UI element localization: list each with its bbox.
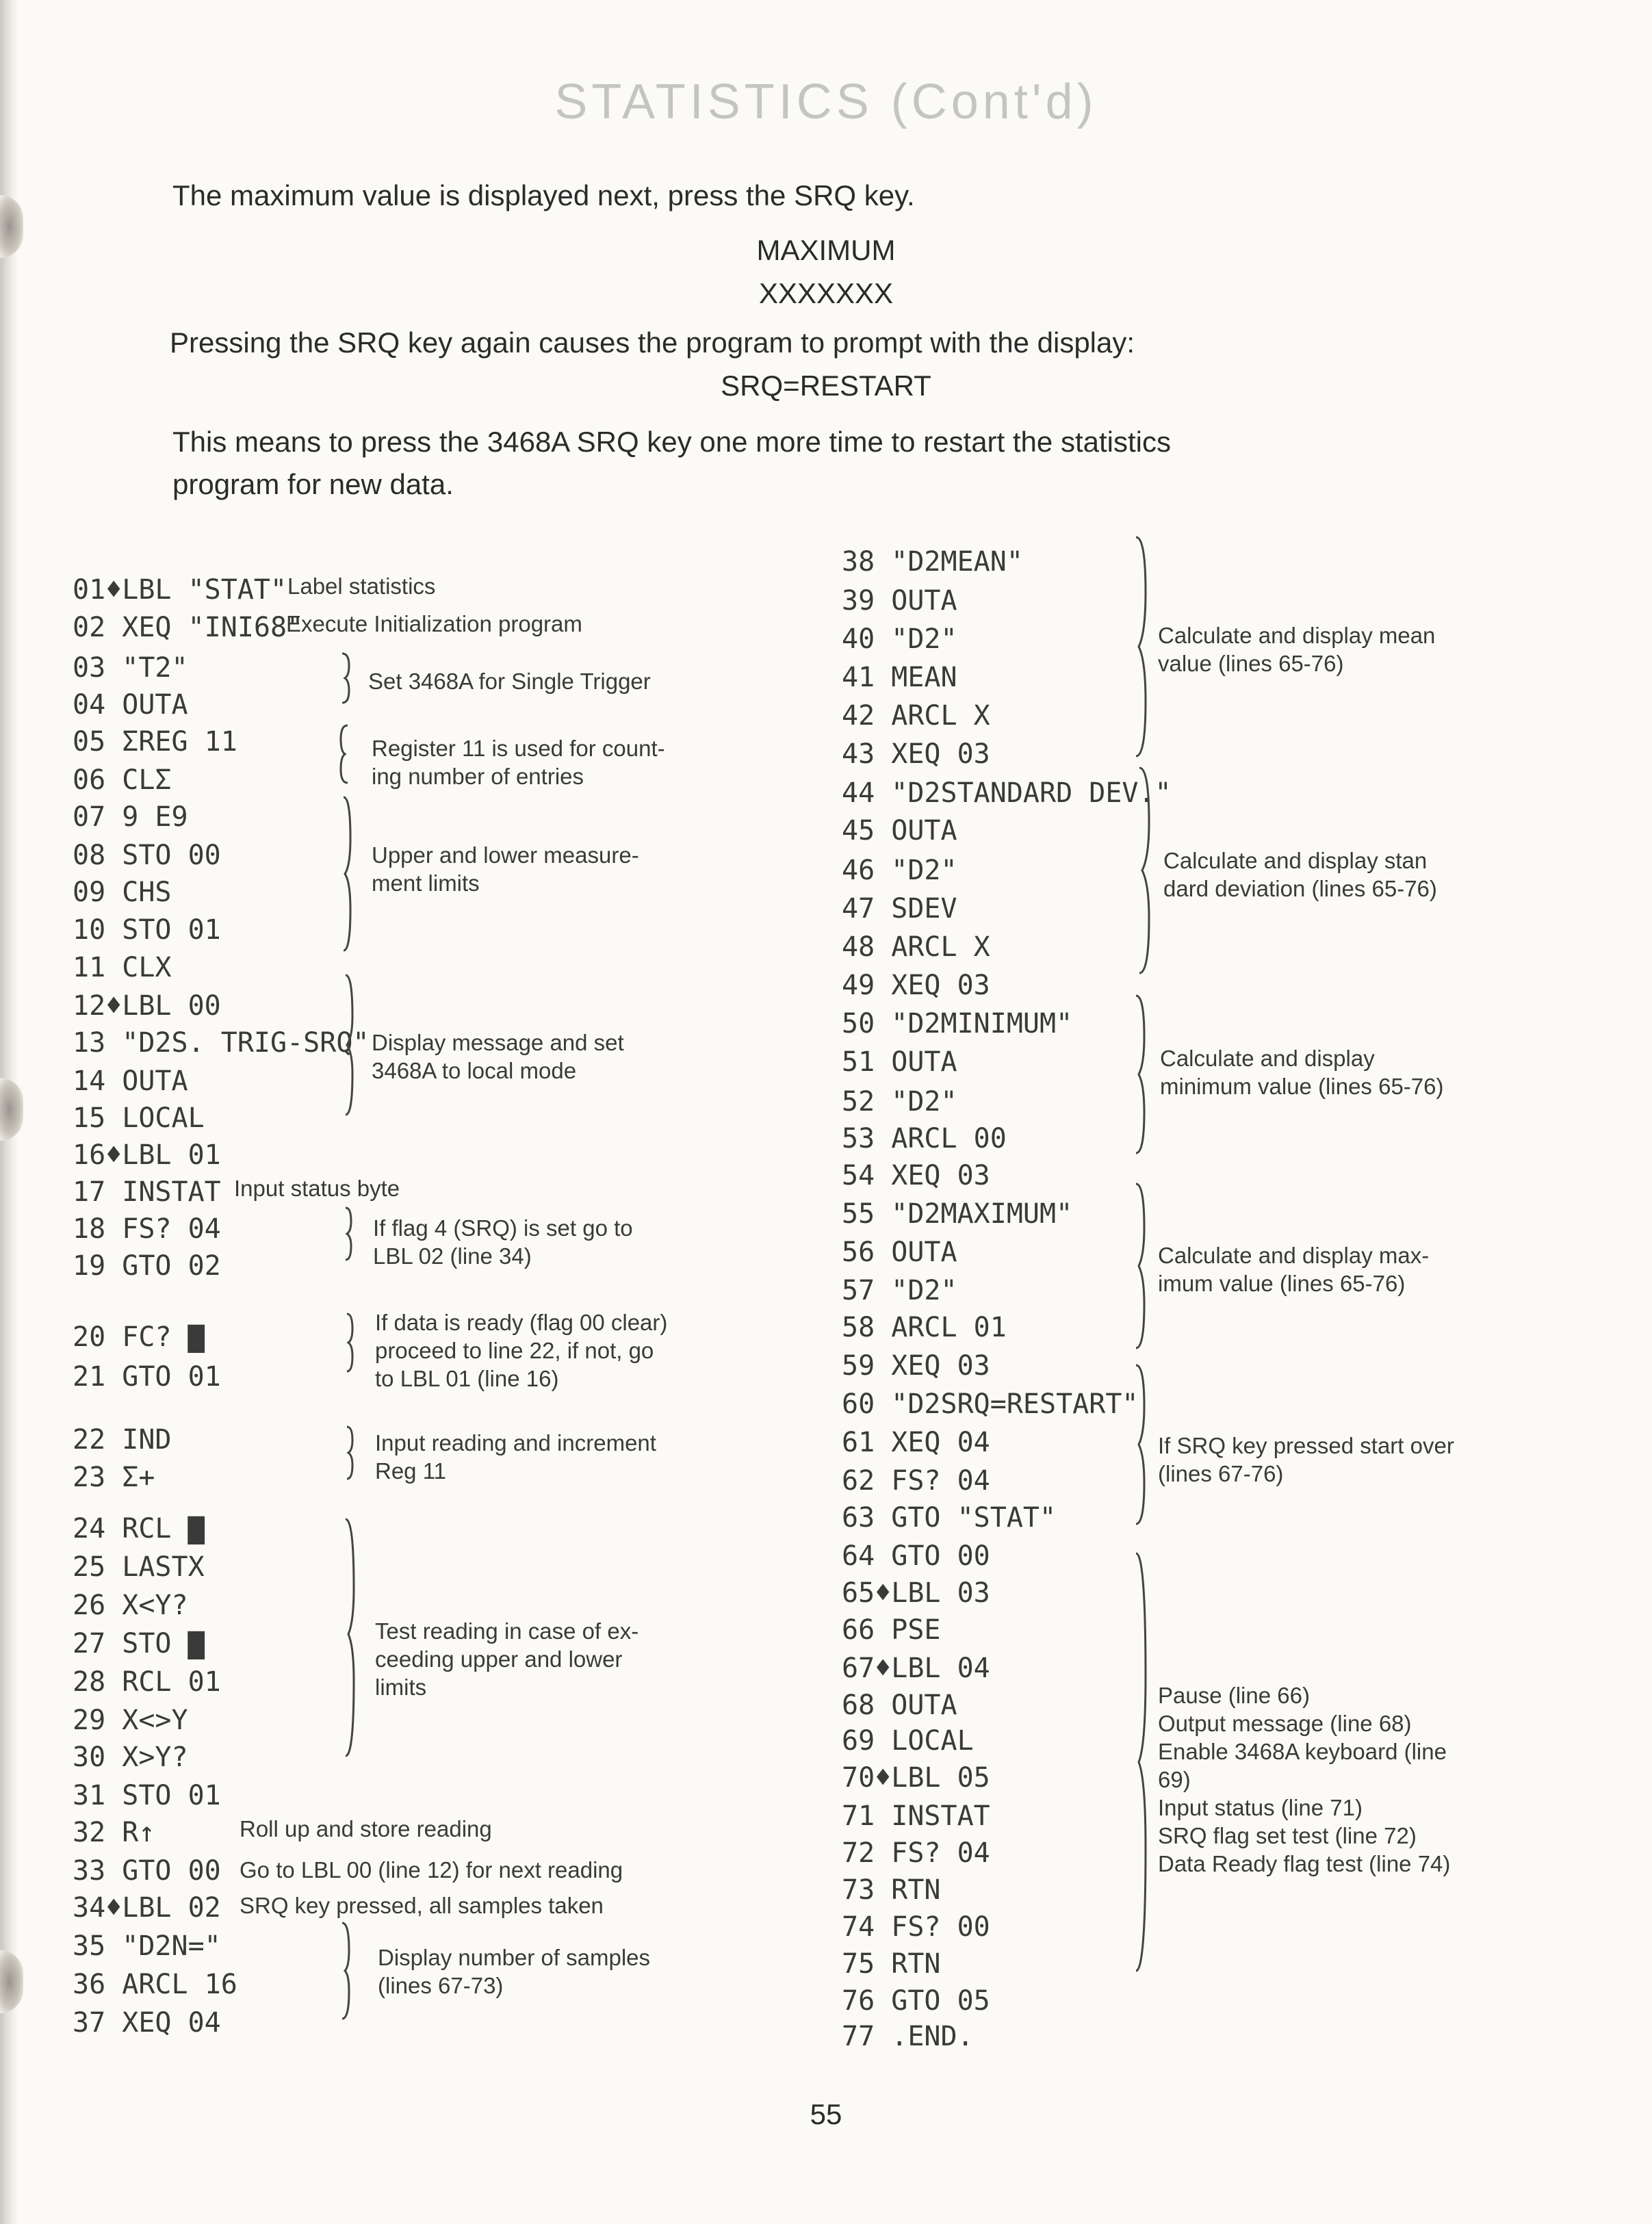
- program-line: 55 "D2MAXIMUM": [842, 1198, 1073, 1230]
- program-line: 28 RCL 01: [73, 1666, 221, 1698]
- program-line: 54 XEQ 03: [842, 1160, 990, 1191]
- program-line: 62 FS? 04: [842, 1465, 990, 1497]
- program-line: 75 RTN: [842, 1948, 941, 1980]
- program-line: 72 FS? 04: [842, 1837, 990, 1869]
- page-number: 55: [810, 2098, 842, 2130]
- program-line: 69 LOCAL: [842, 1725, 974, 1757]
- program-line: 46 "D2": [842, 855, 957, 886]
- program-line: 48 ARCL X: [842, 931, 990, 963]
- annotation-single-trigger: Set 3468A for Single Trigger: [368, 669, 651, 694]
- program-line: 30 X>Y?: [73, 1742, 188, 1773]
- annotation-minimum: Calculate and display minimum value (lines 65-76): [1160, 1046, 1444, 1099]
- program-line: 26 X<Y?: [73, 1590, 188, 1621]
- program-line: 20 FC? ▇: [73, 1321, 205, 1353]
- brace-left: [346, 1519, 354, 1756]
- program-line: 35 "D2N=": [73, 1930, 221, 1962]
- program-line: 21 GTO 01: [73, 1361, 221, 1393]
- note-execute-init: Execute Initialization program: [286, 611, 582, 636]
- program-line: 04 OUTA: [73, 689, 188, 721]
- program-line: 15 LOCAL: [73, 1102, 205, 1134]
- program-line: 76 GTO 05: [842, 1985, 990, 2017]
- program-line: 14 OUTA: [73, 1065, 188, 1097]
- annotation-limits: Upper and lower measure- ment limits: [372, 842, 639, 896]
- program-line: 39 OUTA: [842, 585, 957, 617]
- annotation-local-mode: Display message and set 3468A to local mode: [372, 1030, 624, 1083]
- program-line: 47 SDEV: [842, 893, 957, 924]
- program-line: 12♦LBL 00: [73, 990, 221, 1022]
- brace-left: [344, 797, 350, 951]
- program-line: 19 GTO 02: [73, 1250, 221, 1282]
- annotation-input-reading: Input reading and increment Reg 11: [375, 1430, 656, 1484]
- program-line: 23 Σ+: [73, 1462, 155, 1493]
- program-line: 77 .END.: [842, 2021, 974, 2052]
- brace-right: [1136, 1184, 1144, 1348]
- program-line: 53 ARCL 00: [842, 1123, 1007, 1154]
- program-line: 22 IND: [73, 1424, 172, 1456]
- brace-left: [342, 654, 349, 703]
- program-line: 03 "T2": [73, 652, 188, 684]
- program-line: 11 CLX: [73, 952, 172, 983]
- program-line: 18 FS? 04: [73, 1213, 221, 1245]
- program-line: 56 OUTA: [842, 1237, 957, 1268]
- program-line: 08 STO 00: [73, 840, 221, 871]
- program-line: 45 OUTA: [842, 815, 957, 846]
- note-label-statistics: Label statistics: [287, 573, 436, 599]
- program-line: 65♦LBL 03: [842, 1577, 990, 1609]
- program-line: 40 "D2": [842, 623, 957, 655]
- program-line: 37 XEQ 04: [73, 2007, 221, 2039]
- program-line: 33 GTO 00: [73, 1855, 221, 1887]
- program-line: 25 LASTX: [73, 1551, 205, 1583]
- annotation-mean: Calculate and display mean value (lines 65-76): [1158, 623, 1436, 676]
- brace-right: [1139, 768, 1149, 973]
- program-line: 34♦LBL 02: [73, 1892, 221, 1924]
- program-line: 09 CHS: [73, 877, 172, 908]
- program-line: 73 RTN: [842, 1874, 941, 1906]
- intro-paragraph-3-line-2: program for new data.: [172, 468, 454, 500]
- program-line: 13 "D2S. TRIG-SRQ": [73, 1027, 370, 1059]
- display-maximum: MAXIMUM: [756, 234, 896, 266]
- annotation-flag4: If flag 4 (SRQ) is set go to LBL 02 (line 34): [373, 1215, 633, 1269]
- brace-right: [1136, 537, 1146, 756]
- annotation-maximum: Calculate and display max- imum value (lines 65-76): [1158, 1243, 1430, 1296]
- brace-left: [342, 1923, 349, 2019]
- program-line: 07 9 E9: [73, 801, 188, 833]
- program-line: 63 GTO "STAT": [842, 1502, 1057, 1534]
- note-roll-up: Roll up and store reading: [240, 1816, 492, 1841]
- program-line: 10 STO 01: [73, 914, 221, 946]
- intro-paragraph-1: The maximum value is displayed next, press the SRQ key.: [172, 179, 915, 211]
- brace-right: [1136, 1365, 1144, 1524]
- program-line: 01♦LBL "STAT": [73, 574, 287, 606]
- program-line: 59 XEQ 03: [842, 1350, 990, 1382]
- program-line: 27 STO ▇: [73, 1628, 205, 1659]
- brace-right: [1136, 996, 1144, 1153]
- program-line: 60 "D2SRQ=RESTART": [842, 1388, 1139, 1420]
- program-line: 52 "D2": [842, 1086, 957, 1117]
- program-line: 17 INSTAT: [73, 1176, 221, 1208]
- program-line: 68 OUTA: [842, 1690, 957, 1721]
- brace-left: [346, 1208, 351, 1260]
- program-line: 51 OUTA: [842, 1046, 957, 1078]
- program-line: 67♦LBL 04: [842, 1653, 990, 1684]
- note-input-status: Input status byte: [234, 1176, 400, 1201]
- program-line: 29 X<>Y: [73, 1705, 188, 1736]
- program-line: 32 R↑: [73, 1817, 155, 1848]
- program-line: 06 CLΣ: [73, 764, 172, 796]
- program-line: 24 RCL ▇: [73, 1513, 205, 1544]
- page-title: STATISTICS (Cont'd): [554, 75, 1098, 129]
- program-line: 42 ARCL X: [842, 700, 990, 732]
- brace-left: [347, 1314, 352, 1371]
- annotation-data-ready: If data is ready (flag 00 clear) proceed to line 22, if not, go to LBL 01 (line 16): [375, 1310, 668, 1391]
- program-line: 74 FS? 00: [842, 1911, 990, 1943]
- note-srq-pressed: SRQ key pressed, all samples taken: [240, 1893, 604, 1918]
- program-line: 31 STO 01: [73, 1780, 221, 1811]
- annotation-subroutines: Pause (line 66) Output message (line 68) Enable 3468A keyboard (line 69) Input status (line 71) SRQ flag set test (line 72) Data Ready flag test (line 74): [1158, 1683, 1451, 1876]
- program-line: 02 XEQ "INI68": [73, 612, 304, 643]
- program-line: 71 INSTAT: [842, 1800, 990, 1832]
- program-line: 64 GTO 00: [842, 1540, 990, 1572]
- display-value: XXXXXXX: [758, 277, 894, 309]
- display-restart: SRQ=RESTART: [721, 370, 931, 402]
- program-line: 58 ARCL 01: [842, 1312, 1007, 1343]
- brace-right: [1136, 1553, 1146, 1971]
- program-line: 44 "D2STANDARD DEV.": [842, 777, 1172, 809]
- program-line: 16♦LBL 01: [73, 1139, 221, 1171]
- program-line: 50 "D2MINIMUM": [842, 1008, 1073, 1039]
- program-line: 61 XEQ 04: [842, 1427, 990, 1458]
- program-line: 57 "D2": [842, 1275, 957, 1306]
- annotation-test-reading: Test reading in case of ex- ceeding upper and lower limits: [375, 1618, 639, 1700]
- program-line: 41 MEAN: [842, 662, 957, 693]
- program-line: 70♦LBL 05: [842, 1762, 990, 1794]
- brace-left: [341, 725, 348, 783]
- program-line: 49 XEQ 03: [842, 970, 990, 1001]
- program-line: 38 "D2MEAN": [842, 546, 1023, 578]
- brace-left: [346, 975, 352, 1115]
- note-goto-lbl00: Go to LBL 00 (line 12) for next reading: [240, 1857, 623, 1883]
- program-line: 05 ΣREG 11: [73, 726, 237, 758]
- intro-paragraph-3-line-1: This means to press the 3468A SRQ key one more time to restart the statistics: [172, 426, 1171, 458]
- program-line: 66 PSE: [842, 1614, 941, 1646]
- annotation-std-dev: Calculate and display stan dard deviation (lines 65-76): [1163, 848, 1437, 901]
- intro-paragraph-2: Pressing the SRQ key again causes the program to prompt with the display:: [170, 326, 1135, 359]
- annotation-srq-restart: If SRQ key pressed start over (lines 67-76): [1158, 1433, 1454, 1486]
- program-line: 43 XEQ 03: [842, 738, 990, 770]
- annotation-display-samples: Display number of samples (lines 67-73): [378, 1945, 650, 1998]
- brace-left: [347, 1427, 352, 1479]
- annotation-register-11: Register 11 is used for count- ing number of entries: [372, 736, 665, 789]
- program-line: 36 ARCL 16: [73, 1969, 237, 2000]
